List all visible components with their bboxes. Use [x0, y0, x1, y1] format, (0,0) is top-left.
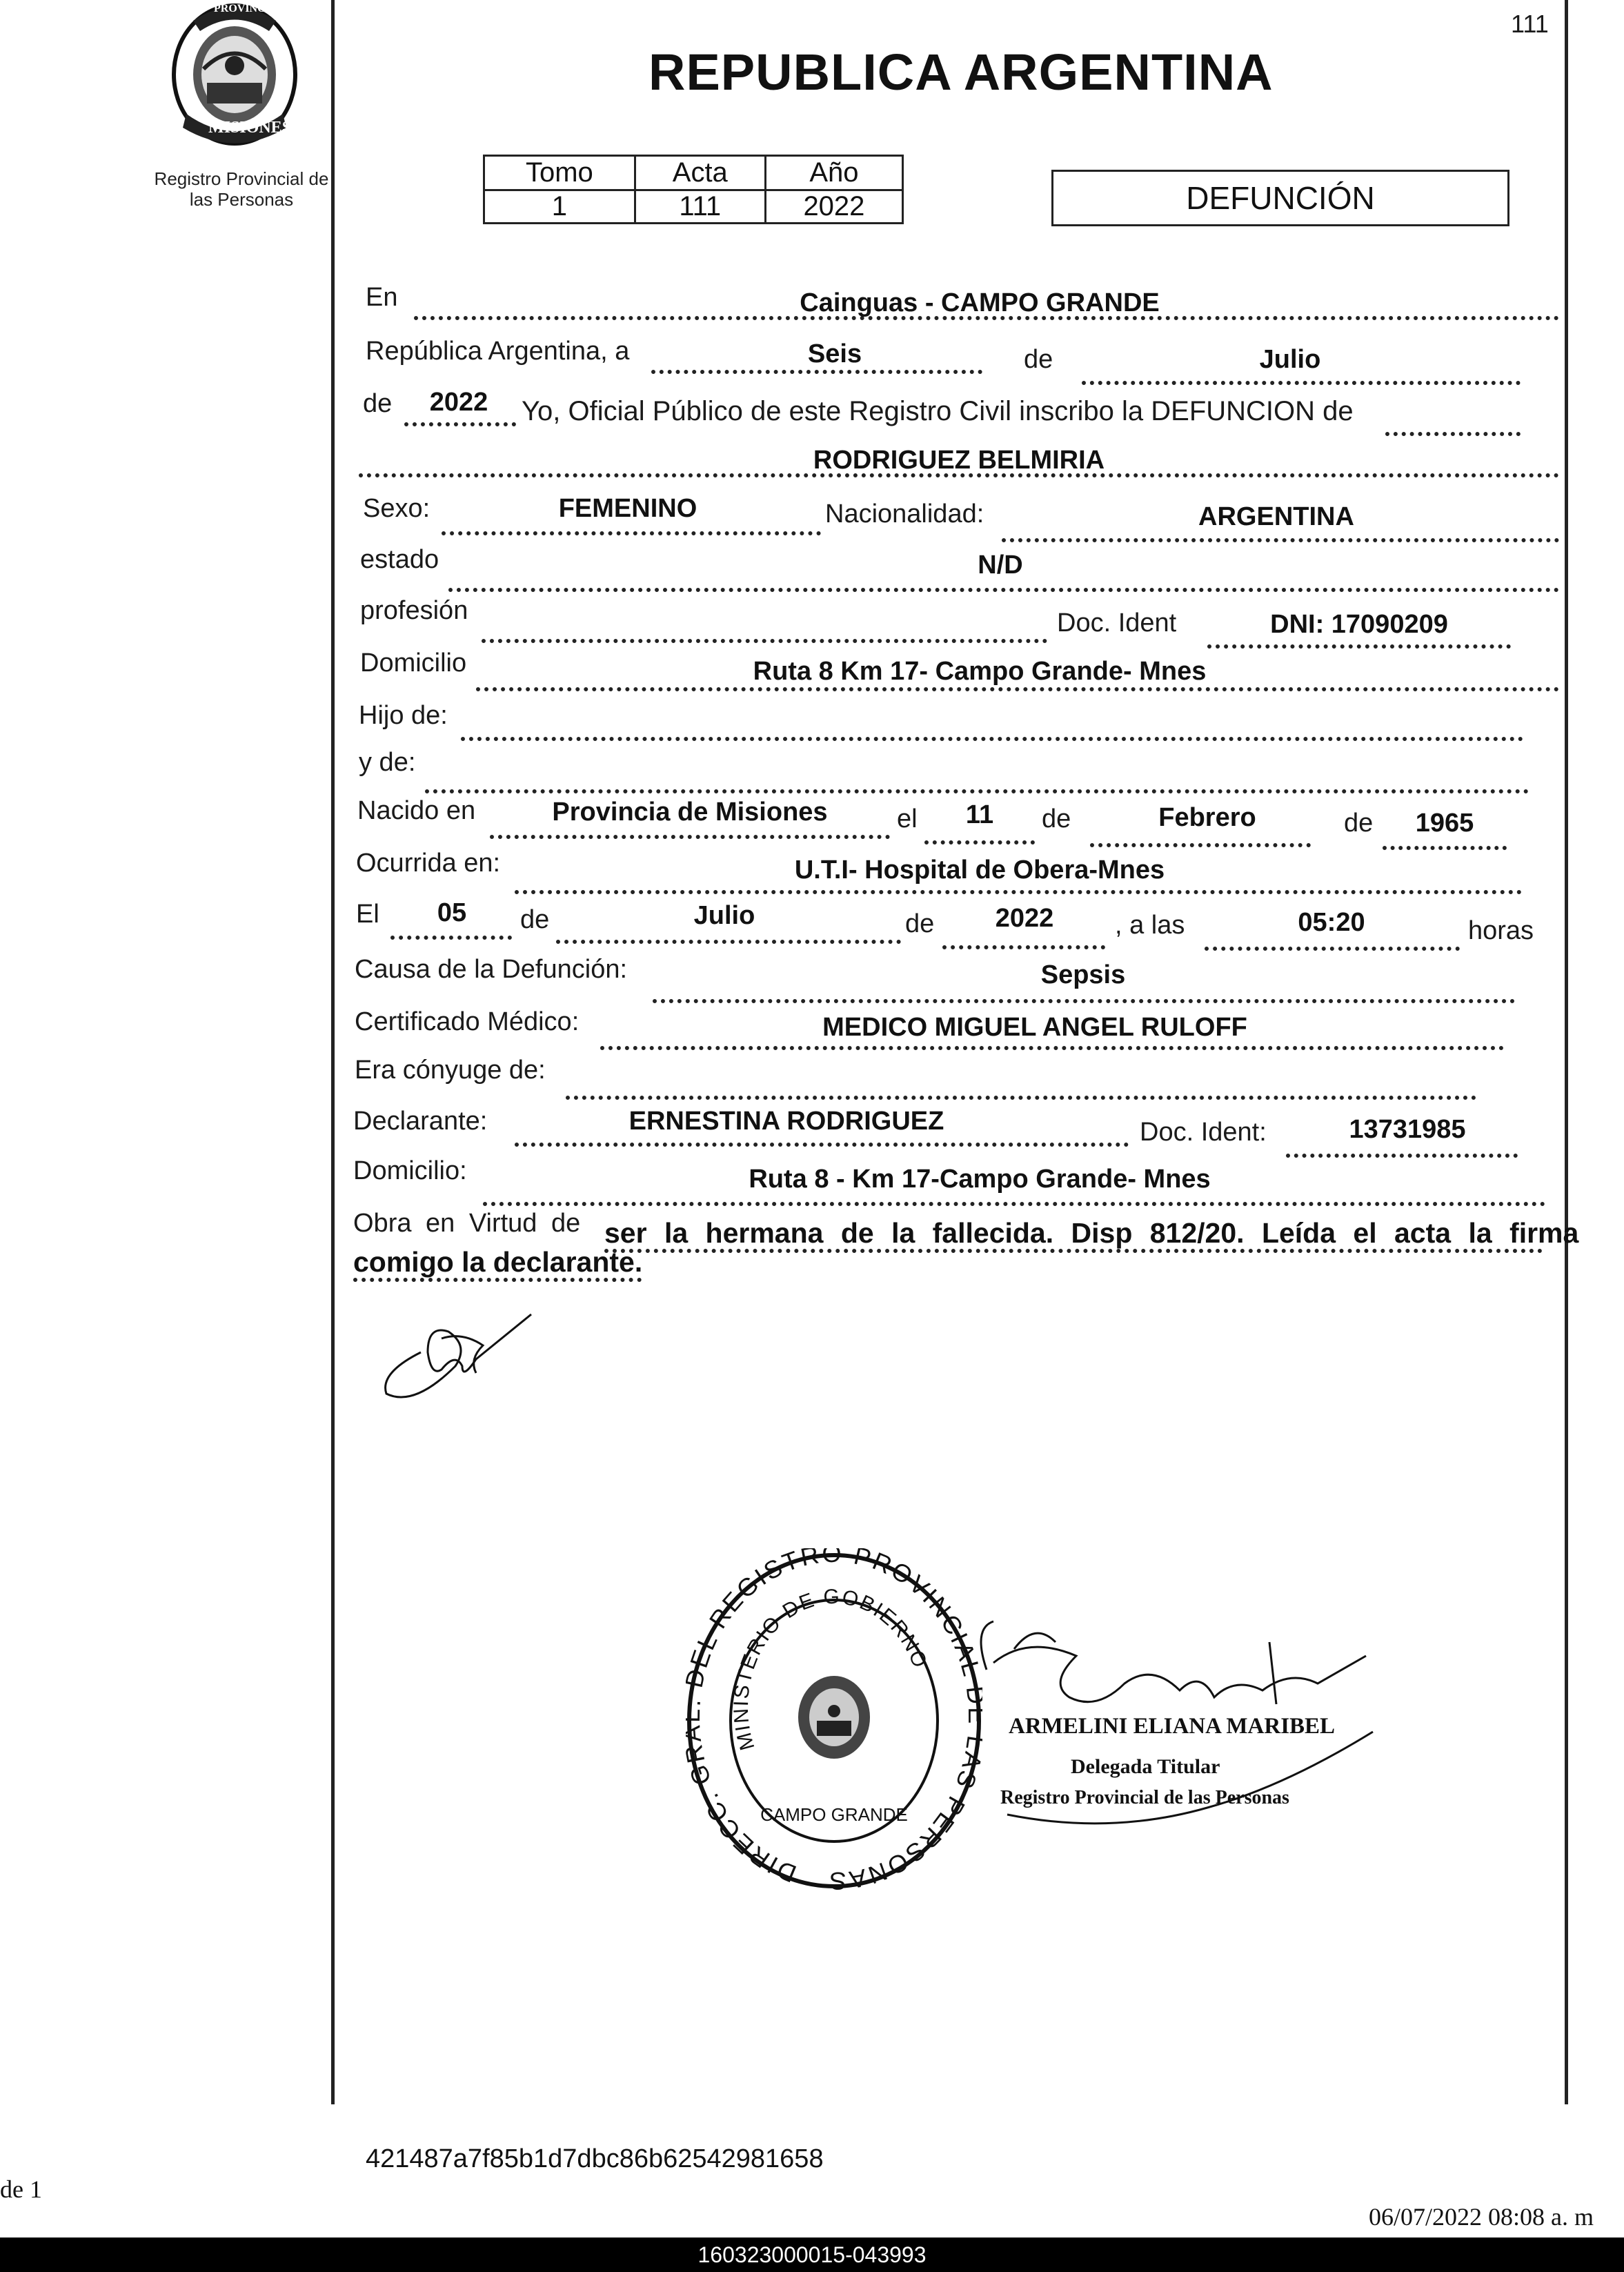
label-yo-oficial: Yo, Oficial Público de este Registro Civil inscribo la DEFUNCION de — [522, 396, 1354, 426]
field-declarante-domicilio: Ruta 8 - Km 17-Campo Grande- Mnes — [749, 1165, 1211, 1194]
dotline-def-dia — [390, 936, 512, 940]
field-certificado: MEDICO MIGUEL ANGEL RULOFF — [822, 1013, 1247, 1042]
stamp-bottom-text: CAMPO GRANDE — [760, 1804, 908, 1825]
label-horas: horas — [1468, 916, 1534, 945]
label-doc-ident-2: Doc. Ident: — [1140, 1118, 1267, 1147]
tomo-acta-table — [483, 155, 904, 224]
label-nacionalidad: Nacionalidad: — [825, 500, 984, 529]
dotline-estado — [448, 588, 1559, 592]
stamp-inner-text: MINISTERIO DE GOBIERNO — [729, 1585, 932, 1753]
field-mes: Julio — [1259, 345, 1321, 374]
field-ocurrida-en: U.T.I- Hospital de Obera-Mnes — [794, 856, 1165, 885]
field-nac-dia: 11 — [965, 800, 994, 829]
dotline-nac-anio — [1383, 846, 1507, 850]
dotline-conyuge — [566, 1096, 1476, 1100]
registry-caption — [117, 168, 366, 210]
field-def-mes: Julio — [693, 901, 755, 930]
table-value-tomo: 1 — [484, 190, 635, 224]
dotline-def-anio — [942, 945, 1105, 949]
field-declarante: ERNESTINA RODRIGUEZ — [628, 1107, 944, 1136]
logo-top-text: PROVINCIA DE — [214, 3, 295, 14]
label-profesion: profesión — [360, 596, 468, 625]
field-def-dia: 05 — [437, 898, 467, 927]
dotline-domicilio — [476, 687, 1559, 691]
label-de-def-anio: de — [905, 909, 935, 938]
declarant-signature — [373, 1304, 538, 1407]
dotline-y-de — [425, 789, 1529, 793]
document-type-box — [1051, 170, 1509, 226]
dotline-certificado — [600, 1046, 1504, 1050]
official-signature — [973, 1608, 1380, 1897]
table-value-anio: 2022 — [765, 190, 902, 224]
label-de-nac-anio: de — [1344, 809, 1374, 838]
label-estado: estado — [360, 545, 439, 574]
field-dia: Seis — [807, 339, 862, 368]
dotline-causa — [653, 999, 1515, 1003]
field-declarante-doc: 13731985 — [1349, 1115, 1466, 1144]
dotline-mes — [1082, 381, 1521, 385]
signature-office: Registro Provincial de las Personas — [1000, 1787, 1289, 1808]
official-stamp — [686, 1548, 982, 1893]
field-sexo: FEMENINO — [558, 494, 697, 523]
footer-bar — [0, 2238, 1624, 2272]
dotline-de-end — [1385, 432, 1521, 436]
registry-caption-line1: Registro Provincial de — [154, 168, 329, 189]
dotline-def-mes — [556, 940, 901, 944]
page-of-label: de 1 — [0, 2175, 42, 2203]
label-republica: República Argentina, a — [366, 337, 630, 366]
dotline-nac-dia — [924, 840, 1035, 844]
field-lugar: Cainguas - CAMPO GRANDE — [800, 288, 1160, 317]
field-nac-mes: Febrero — [1158, 803, 1256, 832]
dotline-declarante-domicilio — [483, 1202, 1545, 1206]
field-nac-anio: 1965 — [1415, 809, 1474, 838]
signature-name: ARMELINI ELIANA MARIBEL — [1009, 1714, 1336, 1739]
dotline-def-hora — [1205, 947, 1460, 951]
table-header-acta: Acta — [635, 156, 765, 190]
field-domicilio: Ruta 8 Km 17- Campo Grande- Mnes — [753, 657, 1207, 686]
document-title: REPUBLICA ARGENTINA — [648, 43, 1274, 101]
field-nombre: RODRIGUEZ BELMIRIA — [813, 446, 1105, 475]
left-border-line — [331, 0, 335, 2104]
label-y-de: y de: — [359, 748, 416, 777]
label-causa: Causa de la Defunción: — [355, 955, 628, 984]
table-header-anio: Año — [765, 156, 902, 190]
label-ocurrida-en: Ocurrida en: — [356, 849, 501, 878]
label-doc-ident: Doc. Ident — [1057, 609, 1177, 638]
dotline-anio — [404, 422, 516, 426]
province-logo — [166, 0, 304, 148]
label-a-las: , a las — [1115, 911, 1185, 940]
field-obra-line1: ser la hermana de la fallecida. Disp 812/20. Leída el acta la firma — [604, 1217, 1579, 1249]
label-el-nacimiento: el — [897, 804, 918, 833]
label-sexo: Sexo: — [363, 494, 430, 523]
dotline-nacido-en — [490, 835, 890, 839]
field-def-anio: 2022 — [995, 904, 1054, 933]
dotline-obra-2 — [353, 1278, 642, 1282]
table-value-acta: 111 — [635, 190, 765, 224]
dotline-declarante-doc — [1286, 1154, 1518, 1158]
table-header-row — [484, 156, 903, 190]
footer-code: 160323000015-043993 — [697, 2242, 927, 2267]
field-obra-line2: comigo la declarante. — [353, 1246, 643, 1278]
label-domicilio-2: Domicilio: — [353, 1156, 467, 1185]
dotline-profesion — [482, 639, 1047, 643]
dotline-obra-1 — [604, 1249, 1543, 1253]
print-timestamp: 06/07/2022 08:08 a. m — [1369, 2203, 1594, 2231]
field-documento: DNI: 17090209 — [1270, 610, 1448, 639]
field-anio: 2022 — [429, 388, 488, 417]
page-number: 111 — [1511, 10, 1549, 38]
field-causa: Sepsis — [1040, 960, 1126, 989]
right-border-line — [1565, 0, 1568, 2104]
dotline-sexo — [442, 531, 821, 535]
document-type-label: DEFUNCIÓN — [1186, 180, 1375, 216]
signature-role: Delegada Titular — [1071, 1755, 1220, 1778]
label-de-nac-mes: de — [1042, 804, 1071, 833]
label-conyuge: Era cónyuge de: — [355, 1056, 546, 1085]
table-value-row — [484, 190, 903, 224]
dotline-nacionalidad — [1002, 538, 1559, 542]
dotline-documento — [1207, 644, 1511, 649]
field-estado: N/D — [978, 551, 1023, 580]
label-obra: Obra en Virtud de — [353, 1209, 581, 1238]
field-def-hora: 05:20 — [1298, 908, 1365, 937]
label-de-1: de — [1024, 345, 1053, 374]
dotline-dia — [651, 370, 982, 374]
label-de-2: de — [363, 389, 393, 418]
label-hijo-de: Hijo de: — [359, 701, 448, 730]
registry-caption-line2: las Personas — [189, 189, 294, 210]
label-declarante: Declarante: — [353, 1107, 488, 1136]
field-nacido-en: Provincia de Misiones — [552, 798, 828, 827]
dotline-hijo-de — [461, 737, 1523, 741]
label-nacido-en: Nacido en — [357, 796, 476, 825]
stamp-ring-text: DIRECC. G EL REGISTRO PROVINCIA S PERSONAS — [686, 1548, 982, 1893]
label-domicilio: Domicilio — [360, 649, 467, 678]
document-hash: 421487a7f85b1d7dbc86b62542981658 — [366, 2144, 824, 2173]
dotline-ocurrida-en — [515, 890, 1522, 894]
label-el-defuncion: El — [356, 900, 379, 929]
label-de-def-mes: de — [520, 905, 550, 934]
label-certificado: Certificado Médico: — [355, 1007, 580, 1036]
dotline-nac-mes — [1090, 843, 1311, 847]
dotline-declarante — [515, 1143, 1129, 1147]
label-en: En — [366, 283, 398, 312]
table-header-tomo: Tomo — [484, 156, 635, 190]
logo-bottom-text: MISIONES — [208, 119, 292, 137]
field-nacionalidad: ARGENTINA — [1198, 502, 1354, 531]
